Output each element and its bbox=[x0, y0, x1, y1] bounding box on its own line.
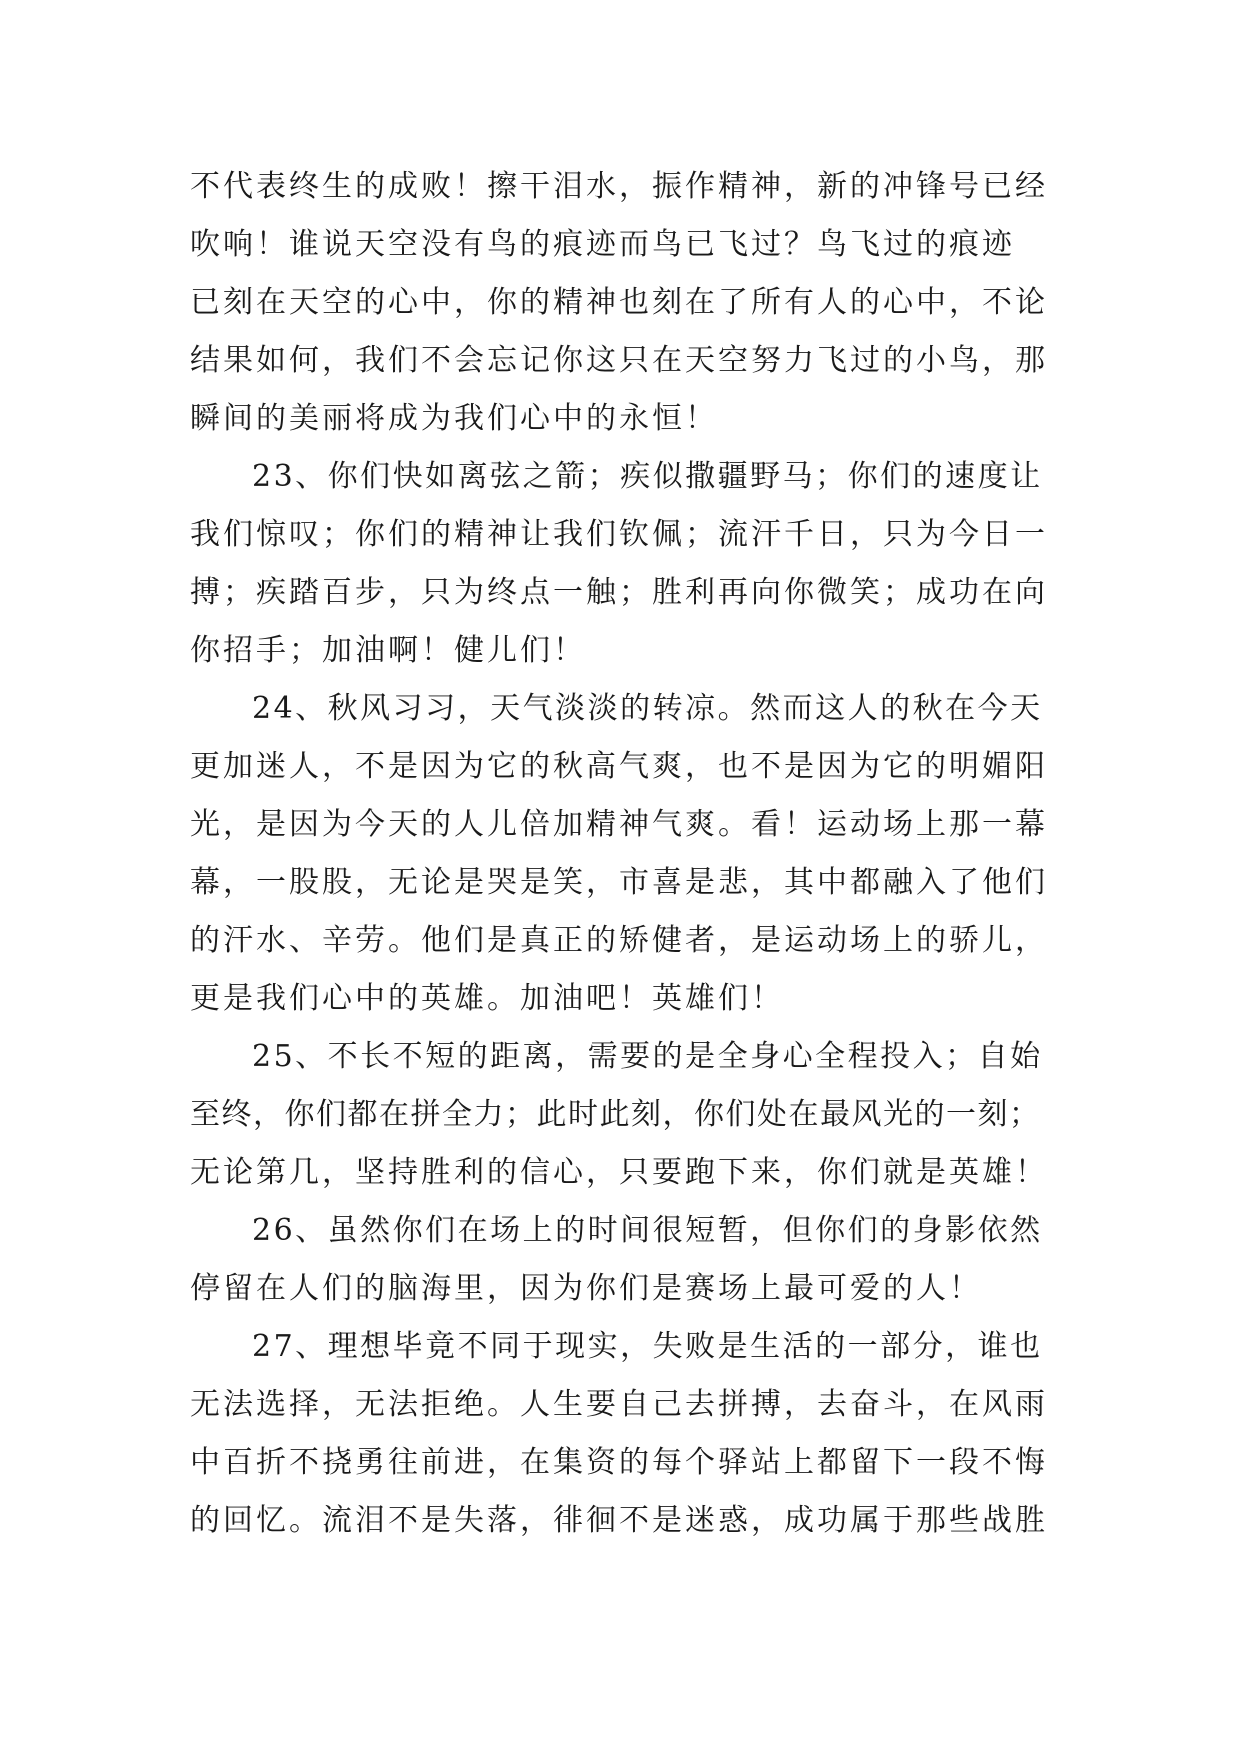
text-line: 搏；疾踏百步，只为终点一触；胜利再向你微笑；成功在向 bbox=[190, 575, 1048, 610]
text-line: 吹响！谁说天空没有鸟的痕迹而鸟已飞过？鸟飞过的痕迹 bbox=[190, 227, 1015, 262]
text-line: 我们惊叹；你们的精神让我们钦佩；流汗千日，只为今日一 bbox=[190, 517, 1048, 552]
text-line: 幕，一股股，无论是哭是笑，市喜是悲，其中都融入了他们 bbox=[190, 865, 1048, 900]
paragraph-24-start: 24、秋风习习，天气淡淡的转凉。然而这人的秋在今天 bbox=[252, 691, 1043, 726]
text-line: 更是我们心中的英雄。加油吧！英雄们！ bbox=[190, 981, 784, 1016]
paragraph-27-start: 27、理想毕竟不同于现实，失败是生活的一部分，谁也 bbox=[252, 1329, 1043, 1364]
text-line: 的回忆。流泪不是失落，徘徊不是迷惑，成功属于那些战胜 bbox=[190, 1503, 1048, 1538]
text-line: 的汗水、辛劳。他们是真正的矫健者，是运动场上的骄儿， bbox=[190, 923, 1048, 958]
text-line: 瞬间的美丽将成为我们心中的永恒！ bbox=[190, 401, 718, 436]
text-line: 结果如何，我们不会忘记你这只在天空努力飞过的小鸟，那 bbox=[190, 343, 1048, 378]
text-line: 已刻在天空的心中，你的精神也刻在了所有人的心中，不论 bbox=[190, 285, 1048, 320]
paragraph-23-start: 23、你们快如离弦之箭；疾似撒疆野马；你们的速度让 bbox=[252, 459, 1043, 494]
text-line: 停留在人们的脑海里，因为你们是赛场上最可爱的人！ bbox=[190, 1271, 982, 1306]
document-body bbox=[190, 158, 1050, 1550]
text-line: 中百折不挠勇往前进，在集资的每个驿站上都留下一段不悔 bbox=[190, 1445, 1048, 1480]
text-line: 更加迷人，不是因为它的秋高气爽，也不是因为它的明媚阳 bbox=[190, 749, 1048, 784]
text-line: 不代表终生的成败！擦干泪水，振作精神，新的冲锋号已经 bbox=[190, 169, 1048, 204]
text-line: 至终，你们都在拼全力；此时此刻，你们处在最风光的一刻； bbox=[190, 1097, 1041, 1132]
text-line: 无论第几，坚持胜利的信心，只要跑下来，你们就是英雄！ bbox=[190, 1155, 1048, 1190]
text-line: 无法选择，无法拒绝。人生要自己去拼搏，去奋斗，在风雨 bbox=[190, 1387, 1048, 1422]
paragraph-25-start: 25、不长不短的距离，需要的是全身心全程投入；自始 bbox=[252, 1039, 1043, 1074]
text-line: 光，是因为今天的人儿倍加精神气爽。看！运动场上那一幕 bbox=[190, 807, 1048, 842]
paragraph-26-start: 26、虽然你们在场上的时间很短暂，但你们的身影依然 bbox=[252, 1213, 1043, 1248]
text-line: 你招手；加油啊！健儿们！ bbox=[190, 633, 586, 668]
